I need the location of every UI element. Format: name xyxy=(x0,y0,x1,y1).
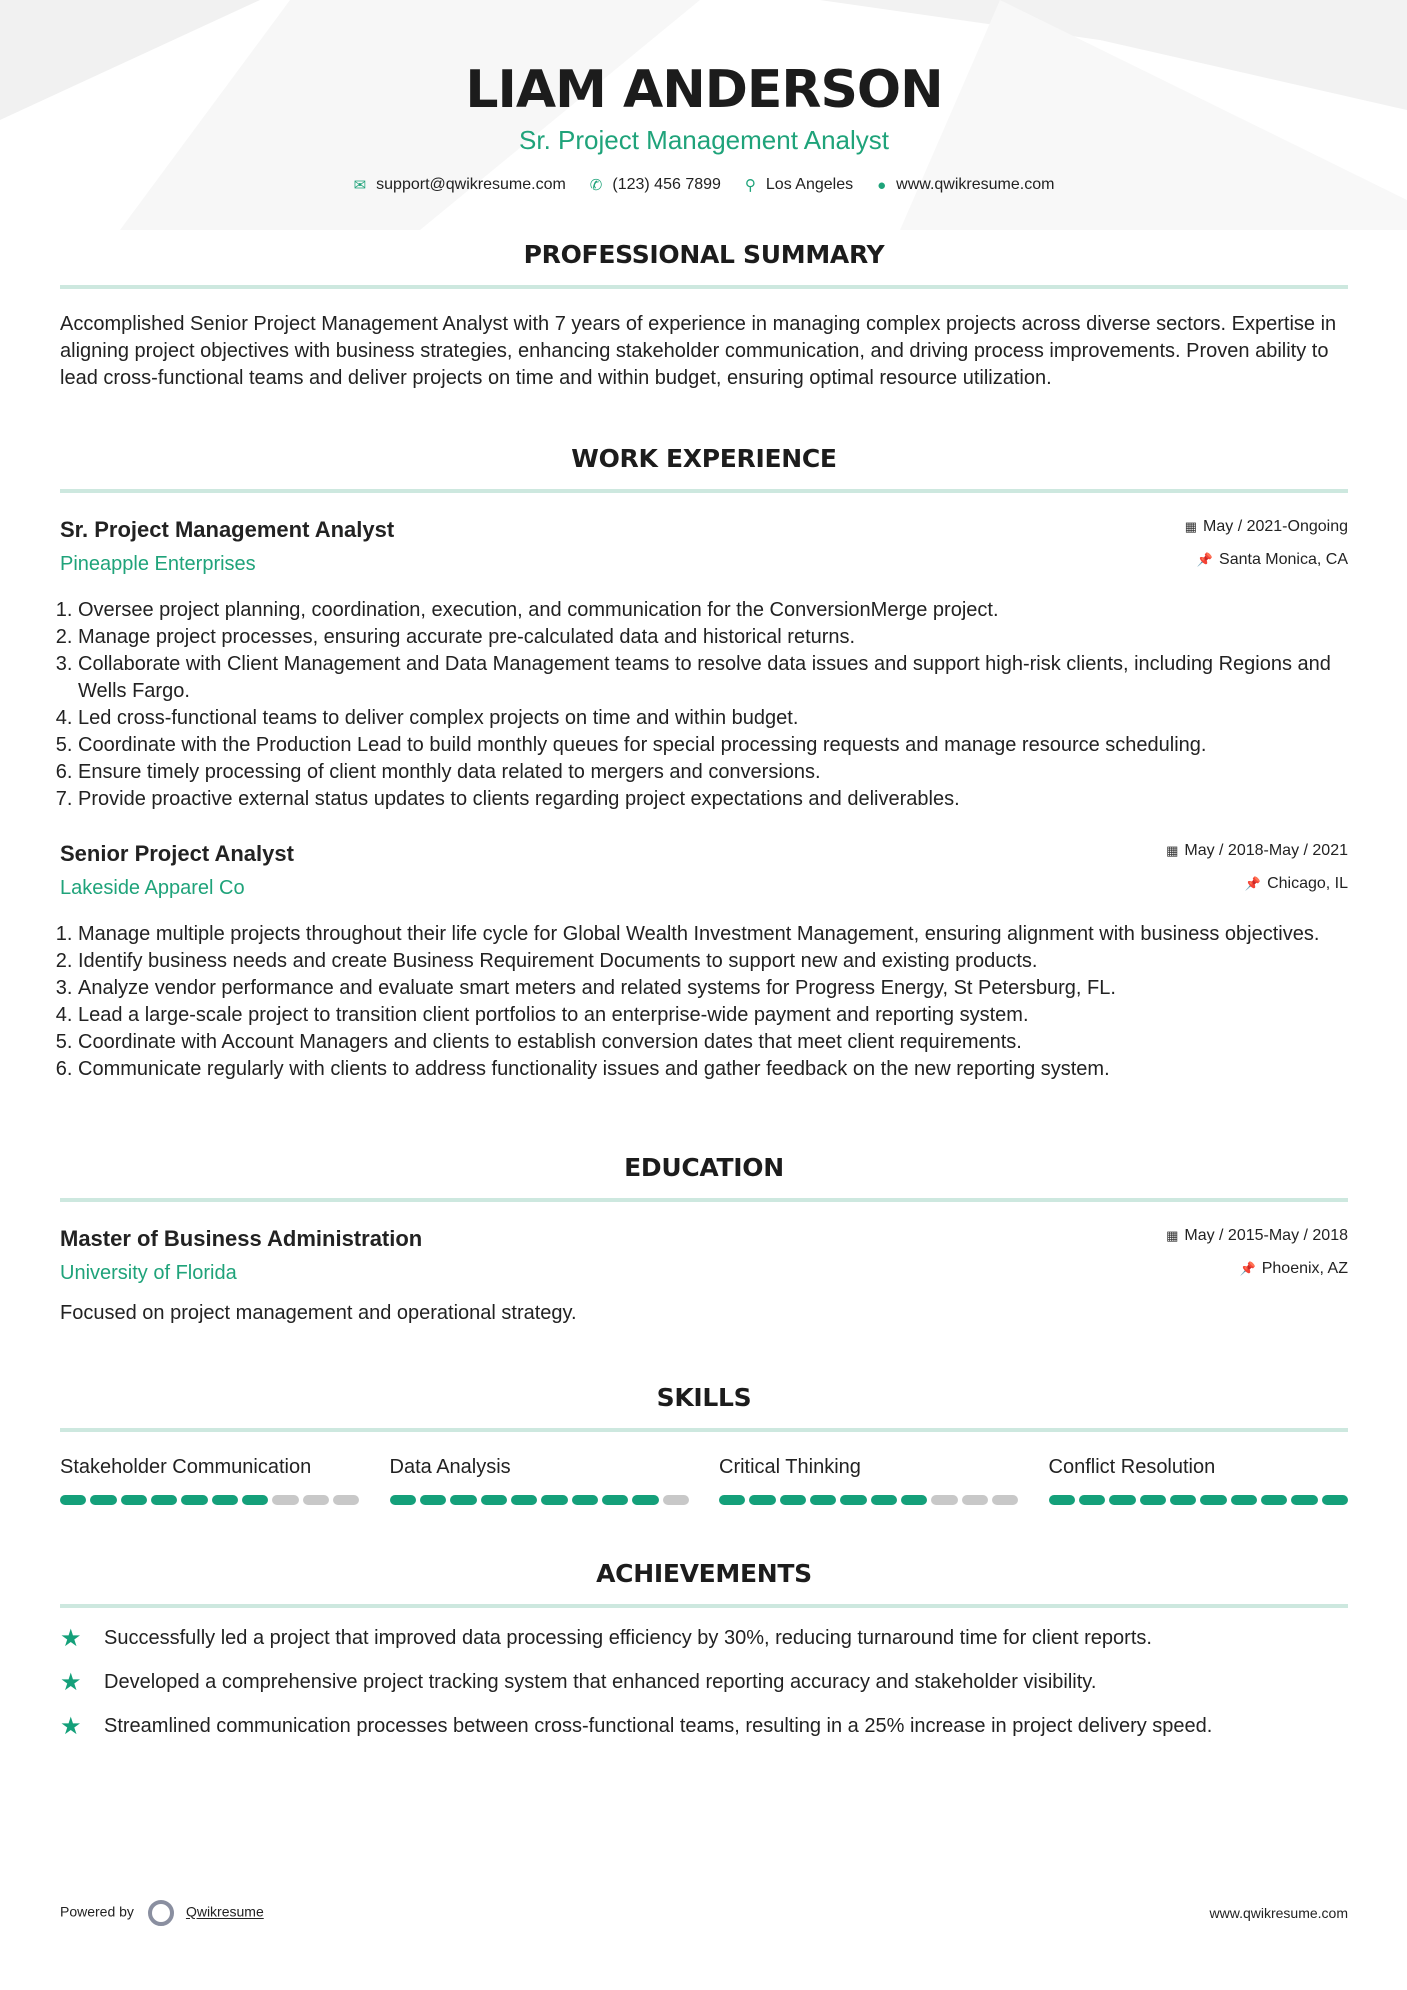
skill-dot xyxy=(541,1495,567,1505)
company: Pineapple Enterprises xyxy=(60,553,256,575)
achievements-section xyxy=(60,1559,1348,1740)
contact-bar xyxy=(60,176,1348,194)
section-title: ACHIEVEMENTS xyxy=(596,1559,812,1588)
skill-dot xyxy=(242,1495,268,1505)
achievement-text: Developed a comprehensive project tracking system that enhanced reporting accuracy and stakeholder visibility. xyxy=(104,1671,1097,1693)
skill-dot xyxy=(1079,1495,1105,1505)
map-pin-icon: ⚲ xyxy=(744,177,756,194)
skill-dot xyxy=(663,1495,689,1505)
skill-name: Critical Thinking xyxy=(719,1456,861,1478)
job-date: May / 2021-Ongoing xyxy=(1203,518,1348,535)
star-icon: ★ xyxy=(60,1669,82,1696)
education-section xyxy=(60,1153,1348,1327)
section-divider xyxy=(60,489,1348,493)
pin-icon: 📌 xyxy=(1239,1261,1256,1276)
skill-dot xyxy=(333,1495,359,1505)
skill-dot xyxy=(962,1495,988,1505)
bullet-item: 2. Manage project processes, ensuring accurate pre-calculated data and historical returns. xyxy=(78,624,1348,651)
skill-dot xyxy=(602,1495,628,1505)
section-title: PROFESSIONAL SUMMARY xyxy=(523,240,885,269)
summary-text: Accomplished Senior Project Management Analyst with 7 years of experience in managing complex projects across diverse sectors. Expertise in aligning project objectives with business strategies, enhancing stakeholder communication, and driving process improvements. Proven ability to lead cross-functional teams and deliver projects on time and within budget, ensuring optimal resource utilization. xyxy=(60,313,1337,389)
section-divider xyxy=(60,1604,1348,1608)
bullet-item: 6. Communicate regularly with clients to address functionality issues and gather feedback on the new reporting system. xyxy=(78,1056,1348,1083)
skill-dot xyxy=(749,1495,775,1505)
skill-dot xyxy=(1261,1495,1287,1505)
section-divider xyxy=(60,1428,1348,1432)
calendar-icon: ▦ xyxy=(1166,1228,1179,1243)
skill-dot xyxy=(390,1495,416,1505)
edu-description: Focused on project management and operational strategy. xyxy=(60,1302,577,1324)
skill-dot xyxy=(901,1495,927,1505)
school: University of Florida xyxy=(60,1262,237,1284)
bullet-item: 1. Manage multiple projects throughout their life cycle for Global Wealth Investment Management, ensuring alignment with business objectives. xyxy=(78,921,1348,948)
section-title: EDUCATION xyxy=(624,1153,784,1182)
skill-dot xyxy=(181,1495,207,1505)
section-title: SKILLS xyxy=(656,1383,752,1412)
job-title: Senior Project Analyst xyxy=(60,841,294,866)
skill-level-bar xyxy=(390,1495,690,1505)
skill-dot xyxy=(1109,1495,1135,1505)
skill-dot xyxy=(992,1495,1018,1505)
bullet-item: 3. Collaborate with Client Management and Data Management teams to resolve data issues and support high-risk clients, including Regions and Wells Fargo. xyxy=(78,651,1348,705)
skill-dot xyxy=(90,1495,116,1505)
pin-icon: 📌 xyxy=(1196,552,1214,567)
job-bullets xyxy=(60,597,1348,813)
calendar-icon: ▦ xyxy=(1166,843,1179,858)
skill-dot xyxy=(931,1495,957,1505)
skill-item xyxy=(60,1456,360,1505)
bullet-item: 7. Provide proactive external status updates to clients regarding project expectations and deliverables. xyxy=(78,786,1348,813)
footer xyxy=(60,1900,1348,1926)
phone-icon: ✆ xyxy=(589,177,603,194)
job-date: May / 2018-May / 2021 xyxy=(1184,842,1348,859)
skill-name: Conflict Resolution xyxy=(1048,1456,1216,1478)
job-location: Chicago, IL xyxy=(1267,875,1348,892)
skill-dot xyxy=(420,1495,446,1505)
skill-dot xyxy=(151,1495,177,1505)
company: Lakeside Apparel Co xyxy=(60,877,245,899)
skill-dot xyxy=(632,1495,658,1505)
bullet-item: 5. Coordinate with Account Managers and clients to establish conversion dates that meet client requirements. xyxy=(78,1029,1348,1056)
degree: Master of Business Administration xyxy=(60,1226,423,1251)
job-bullets xyxy=(60,921,1348,1083)
phone: (123) 456 7899 xyxy=(612,176,721,193)
skill-item xyxy=(1049,1456,1349,1505)
skill-dot xyxy=(481,1495,507,1505)
job-title: Sr. Project Management Analyst xyxy=(60,517,395,542)
skill-dot xyxy=(871,1495,897,1505)
edu-date: May / 2015-May / 2018 xyxy=(1184,1227,1348,1244)
candidate-role: Sr. Project Management Analyst xyxy=(519,125,889,155)
website[interactable]: www.qwikresume.com xyxy=(896,176,1055,193)
skill-item xyxy=(719,1456,1019,1505)
skill-name: Data Analysis xyxy=(389,1456,511,1478)
skill-dot xyxy=(303,1495,329,1505)
experience-section xyxy=(60,444,1348,1083)
skill-dot xyxy=(511,1495,537,1505)
bullet-item: 4. Lead a large-scale project to transition client portfolios to an enterprise-wide payment and reporting system. xyxy=(78,1002,1348,1029)
job-location: Santa Monica, CA xyxy=(1219,551,1348,568)
email[interactable]: support@qwikresume.com xyxy=(376,176,566,193)
bullet-item: 6. Ensure timely processing of client monthly data related to mergers and conversions. xyxy=(78,759,1348,786)
skill-dot xyxy=(1322,1495,1348,1505)
skill-dot xyxy=(450,1495,476,1505)
achievement-text: Streamlined communication processes between cross-functional teams, resulting in a 25% increase in project delivery speed. xyxy=(104,1715,1213,1737)
bullet-item: 1. Oversee project planning, coordination, execution, and communication for the ConversionMerge project. xyxy=(78,597,1348,624)
skill-dot xyxy=(1291,1495,1317,1505)
skill-dot xyxy=(212,1495,238,1505)
location: Los Angeles xyxy=(765,176,854,193)
calendar-icon: ▦ xyxy=(1184,519,1198,534)
footer-website[interactable]: www.qwikresume.com xyxy=(1209,1905,1348,1921)
skills-section xyxy=(60,1383,1348,1505)
brand-link[interactable]: Qwikresume xyxy=(185,1903,264,1920)
skill-level-bar xyxy=(1049,1495,1349,1505)
email-icon: ✉ xyxy=(353,177,367,194)
section-divider xyxy=(60,285,1348,289)
pin-icon: 📌 xyxy=(1244,876,1262,891)
skill-dot xyxy=(572,1495,598,1505)
skill-dot xyxy=(719,1495,745,1505)
achievement-item xyxy=(60,1625,1348,1652)
skill-dot xyxy=(1140,1495,1166,1505)
skill-dot xyxy=(780,1495,806,1505)
skill-item xyxy=(390,1456,690,1505)
star-icon: ★ xyxy=(60,1625,82,1652)
bullet-item: 2. Identify business needs and create Business Requirement Documents to support new and existing products. xyxy=(78,948,1348,975)
job-entry xyxy=(60,517,1348,813)
achievement-item xyxy=(60,1713,1348,1740)
achievement-text: Successfully led a project that improved data processing efficiency by 30%, reducing turnaround time for client reports. xyxy=(104,1627,1152,1649)
bullet-item: 4. Led cross-functional teams to deliver complex projects on time and within budget. xyxy=(78,705,1348,732)
skill-level-bar xyxy=(60,1495,360,1505)
section-divider xyxy=(60,1198,1348,1202)
job-entry xyxy=(60,841,1348,1083)
skill-dot xyxy=(60,1495,86,1505)
achievement-item xyxy=(60,1669,1348,1696)
skill-dot xyxy=(1049,1495,1075,1505)
skill-dot xyxy=(1231,1495,1257,1505)
powered-by: Powered by xyxy=(60,1903,134,1920)
star-icon: ★ xyxy=(60,1713,82,1740)
bullet-item: 5. Coordinate with the Production Lead to build monthly queues for special processing requests and manage resource scheduling. xyxy=(78,732,1348,759)
section-title: WORK EXPERIENCE xyxy=(571,444,837,473)
skill-level-bar xyxy=(719,1495,1019,1505)
globe-icon: ● xyxy=(877,176,887,194)
skill-dot xyxy=(810,1495,836,1505)
summary-section xyxy=(60,240,1348,392)
skill-dot xyxy=(1200,1495,1226,1505)
skill-name: Stakeholder Communication xyxy=(60,1456,312,1478)
candidate-name: LIAM ANDERSON xyxy=(465,60,943,120)
edu-location: Phoenix, AZ xyxy=(1261,1260,1348,1277)
skill-dot xyxy=(121,1495,147,1505)
skill-dot xyxy=(1170,1495,1196,1505)
skill-dot xyxy=(840,1495,866,1505)
bullet-item: 3. Analyze vendor performance and evaluate smart meters and related systems for Progress Energy, St Petersburg, FL. xyxy=(78,975,1348,1002)
skill-dot xyxy=(272,1495,298,1505)
qwikresume-logo-icon xyxy=(148,1900,174,1926)
